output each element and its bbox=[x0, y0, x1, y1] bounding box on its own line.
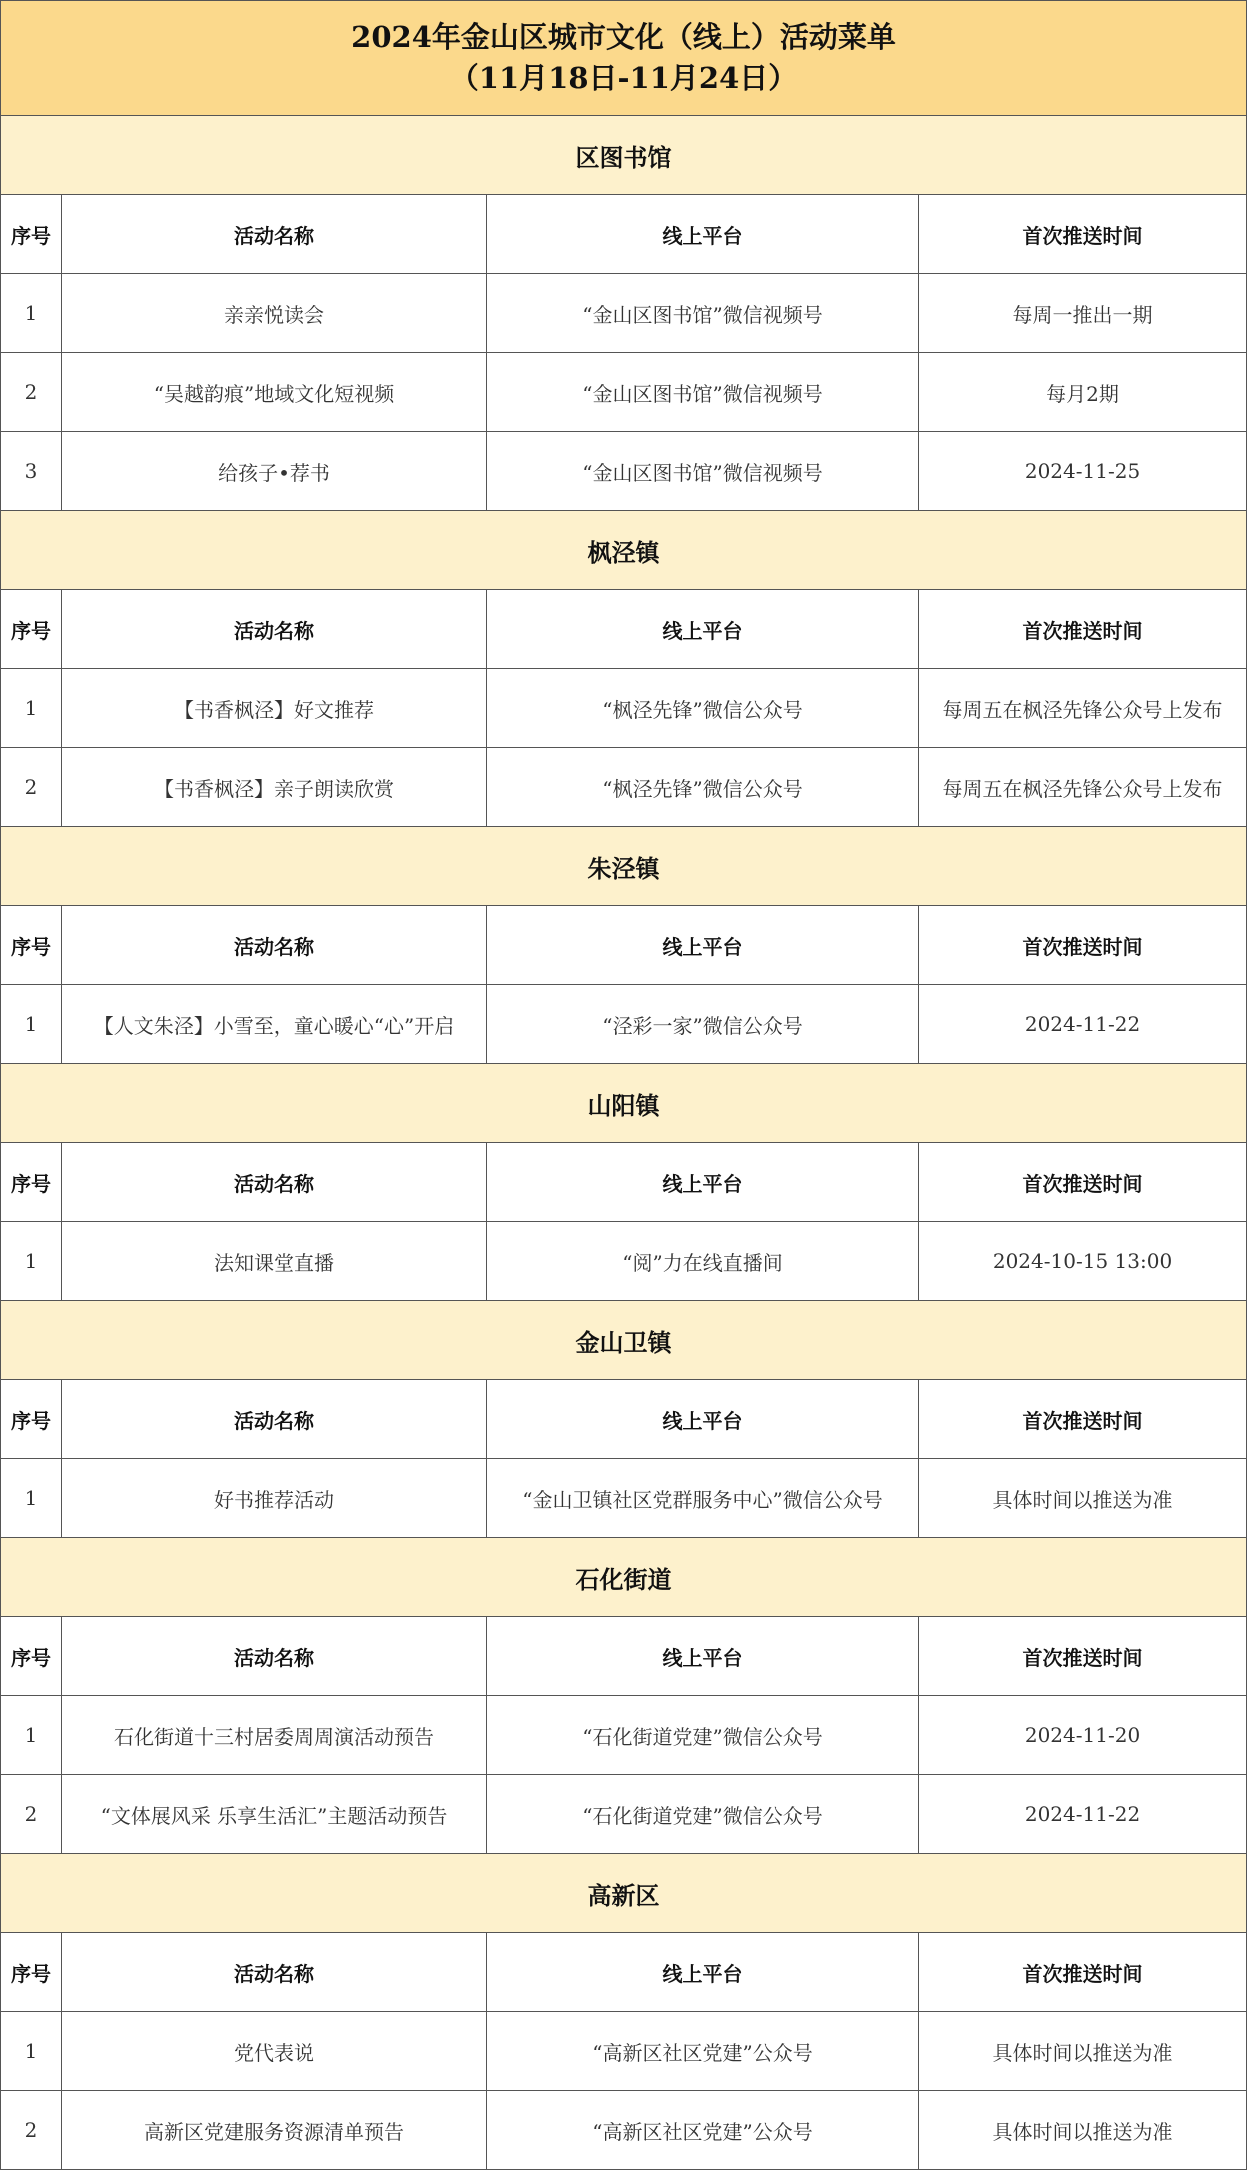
column-header-activity-name: 活动名称 bbox=[62, 1380, 487, 1459]
column-header-activity-name: 活动名称 bbox=[62, 906, 487, 985]
column-header-first-push-time: 首次推送时间 bbox=[919, 1933, 1247, 2012]
column-header-row bbox=[1, 590, 1247, 669]
column-header-platform: 线上平台 bbox=[487, 1933, 919, 2012]
table-row bbox=[1, 2012, 1247, 2091]
column-header-platform: 线上平台 bbox=[487, 1380, 919, 1459]
online-platform: “高新区社区党建”公众号 bbox=[487, 2091, 919, 2170]
section-title: 区图书馆 bbox=[1, 116, 1247, 195]
table-row bbox=[1, 669, 1247, 748]
row-index: 2 bbox=[1, 748, 62, 827]
row-index: 1 bbox=[1, 1459, 62, 1538]
first-push-time: 2024-11-22 bbox=[919, 1775, 1247, 1854]
column-header-activity-name: 活动名称 bbox=[62, 1143, 487, 1222]
activity-name: 石化街道十三村居委周周演活动预告 bbox=[62, 1696, 487, 1775]
row-index: 2 bbox=[1, 353, 62, 432]
activity-name: 【书香枫泾】好文推荐 bbox=[62, 669, 487, 748]
section-title: 石化街道 bbox=[1, 1538, 1247, 1617]
activity-name: “文体展风采 乐享生活汇”主题活动预告 bbox=[62, 1775, 487, 1854]
section-title: 高新区 bbox=[1, 1854, 1247, 1933]
table-row bbox=[1, 1775, 1247, 1854]
table-row bbox=[1, 748, 1247, 827]
section-header-row bbox=[1, 1301, 1247, 1380]
column-header-row bbox=[1, 1617, 1247, 1696]
section-title: 山阳镇 bbox=[1, 1064, 1247, 1143]
table-row bbox=[1, 985, 1247, 1064]
column-header-index: 序号 bbox=[1, 1143, 62, 1222]
section-header-row bbox=[1, 116, 1247, 195]
table-row bbox=[1, 1696, 1247, 1775]
row-index: 2 bbox=[1, 1775, 62, 1854]
first-push-time: 2024-11-22 bbox=[919, 985, 1247, 1064]
column-header-platform: 线上平台 bbox=[487, 195, 919, 274]
online-platform: “枫泾先锋”微信公众号 bbox=[487, 669, 919, 748]
online-platform: “金山区图书馆”微信视频号 bbox=[487, 353, 919, 432]
table-row bbox=[1, 432, 1247, 511]
first-push-time: 每周五在枫泾先锋公众号上发布 bbox=[919, 669, 1247, 748]
online-platform: “金山卫镇社区党群服务中心”微信公众号 bbox=[487, 1459, 919, 1538]
first-push-time: 具体时间以推送为准 bbox=[919, 2091, 1247, 2170]
column-header-row bbox=[1, 1143, 1247, 1222]
column-header-first-push-time: 首次推送时间 bbox=[919, 1380, 1247, 1459]
column-header-first-push-time: 首次推送时间 bbox=[919, 1617, 1247, 1696]
first-push-time: 2024-11-25 bbox=[919, 432, 1247, 511]
table-row bbox=[1, 2091, 1247, 2170]
online-platform: “枫泾先锋”微信公众号 bbox=[487, 748, 919, 827]
column-header-activity-name: 活动名称 bbox=[62, 1617, 487, 1696]
first-push-time: 2024-10-15 13:00 bbox=[919, 1222, 1247, 1301]
section-header-row bbox=[1, 1064, 1247, 1143]
activity-name: 【书香枫泾】亲子朗读欣赏 bbox=[62, 748, 487, 827]
column-header-platform: 线上平台 bbox=[487, 906, 919, 985]
column-header-index: 序号 bbox=[1, 590, 62, 669]
column-header-activity-name: 活动名称 bbox=[62, 195, 487, 274]
column-header-platform: 线上平台 bbox=[487, 1143, 919, 1222]
online-platform: “泾彩一家”微信公众号 bbox=[487, 985, 919, 1064]
section-title: 朱泾镇 bbox=[1, 827, 1247, 906]
row-index: 1 bbox=[1, 1222, 62, 1301]
column-header-index: 序号 bbox=[1, 1617, 62, 1696]
row-index: 2 bbox=[1, 2091, 62, 2170]
first-push-time: 2024-11-20 bbox=[919, 1696, 1247, 1775]
online-platform: “石化街道党建”微信公众号 bbox=[487, 1696, 919, 1775]
online-platform: “金山区图书馆”微信视频号 bbox=[487, 274, 919, 353]
activity-name: 法知课堂直播 bbox=[62, 1222, 487, 1301]
section-title: 枫泾镇 bbox=[1, 511, 1247, 590]
column-header-platform: 线上平台 bbox=[487, 1617, 919, 1696]
column-header-activity-name: 活动名称 bbox=[62, 590, 487, 669]
table-row bbox=[1, 353, 1247, 432]
section-header-row bbox=[1, 1538, 1247, 1617]
column-header-first-push-time: 首次推送时间 bbox=[919, 195, 1247, 274]
table-row bbox=[1, 1222, 1247, 1301]
column-header-row bbox=[1, 1933, 1247, 2012]
table-row bbox=[1, 274, 1247, 353]
column-header-activity-name: 活动名称 bbox=[62, 1933, 487, 2012]
row-index: 1 bbox=[1, 274, 62, 353]
column-header-index: 序号 bbox=[1, 1933, 62, 2012]
activity-name: “吴越韵痕”地域文化短视频 bbox=[62, 353, 487, 432]
section-title: 金山卫镇 bbox=[1, 1301, 1247, 1380]
column-header-first-push-time: 首次推送时间 bbox=[919, 1143, 1247, 1222]
column-header-index: 序号 bbox=[1, 195, 62, 274]
section-header-row bbox=[1, 1854, 1247, 1933]
column-header-row bbox=[1, 195, 1247, 274]
column-header-first-push-time: 首次推送时间 bbox=[919, 590, 1247, 669]
activity-name: 党代表说 bbox=[62, 2012, 487, 2091]
first-push-time: 每月2期 bbox=[919, 353, 1247, 432]
row-index: 3 bbox=[1, 432, 62, 511]
activity-name: 给孩子•荐书 bbox=[62, 432, 487, 511]
activity-name: 亲亲悦读会 bbox=[62, 274, 487, 353]
section-header-row bbox=[1, 827, 1247, 906]
online-platform: “石化街道党建”微信公众号 bbox=[487, 1775, 919, 1854]
row-index: 1 bbox=[1, 985, 62, 1064]
online-platform: “阅”力在线直播间 bbox=[487, 1222, 919, 1301]
first-push-time: 每周一推出一期 bbox=[919, 274, 1247, 353]
online-platform: “高新区社区党建”公众号 bbox=[487, 2012, 919, 2091]
title-line-main: 2024年金山区城市文化（线上）活动菜单 bbox=[351, 20, 896, 54]
column-header-index: 序号 bbox=[1, 1380, 62, 1459]
title-row bbox=[1, 1, 1247, 116]
table-row bbox=[1, 1459, 1247, 1538]
activity-name: 高新区党建服务资源清单预告 bbox=[62, 2091, 487, 2170]
column-header-row bbox=[1, 1380, 1247, 1459]
first-push-time: 具体时间以推送为准 bbox=[919, 1459, 1247, 1538]
row-index: 1 bbox=[1, 669, 62, 748]
column-header-first-push-time: 首次推送时间 bbox=[919, 906, 1247, 985]
online-platform: “金山区图书馆”微信视频号 bbox=[487, 432, 919, 511]
row-index: 1 bbox=[1, 1696, 62, 1775]
column-header-row bbox=[1, 906, 1247, 985]
column-header-platform: 线上平台 bbox=[487, 590, 919, 669]
section-header-row bbox=[1, 511, 1247, 590]
column-header-index: 序号 bbox=[1, 906, 62, 985]
activity-name: 【人文朱泾】小雪至，童心暖心“心”开启 bbox=[62, 985, 487, 1064]
first-push-time: 每周五在枫泾先锋公众号上发布 bbox=[919, 748, 1247, 827]
first-push-time: 具体时间以推送为准 bbox=[919, 2012, 1247, 2091]
activity-name: 好书推荐活动 bbox=[62, 1459, 487, 1538]
title-line-dates: （11月18日-11月24日） bbox=[449, 61, 798, 95]
page-title bbox=[1, 1, 1247, 116]
row-index: 1 bbox=[1, 2012, 62, 2091]
